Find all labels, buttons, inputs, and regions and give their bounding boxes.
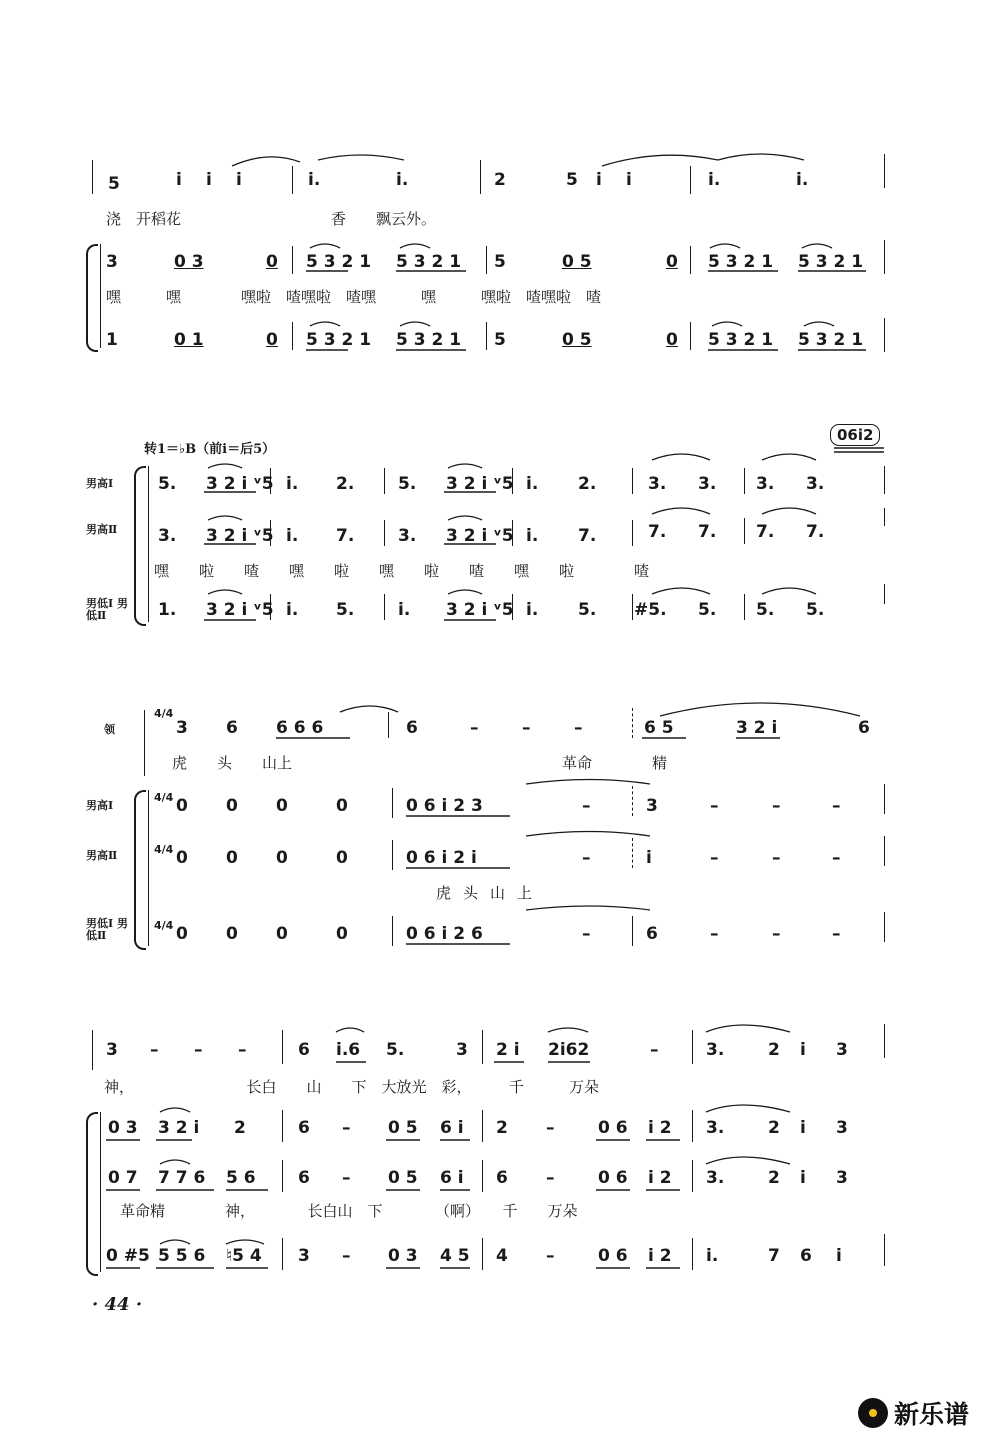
note: 5 5 6: [158, 1246, 206, 1266]
note: 6 i: [440, 1168, 464, 1188]
note: 3: [298, 1246, 310, 1266]
note: –: [710, 924, 719, 944]
note: 0: [336, 924, 348, 944]
note: 0 3: [174, 252, 204, 272]
note: 3.: [706, 1168, 725, 1188]
note: 5 3 2 1: [798, 330, 864, 350]
note: ♮5 4: [226, 1246, 262, 1266]
note: 5 6: [226, 1168, 256, 1188]
note: 3.: [706, 1118, 725, 1138]
note: i.: [796, 170, 809, 190]
note: 6: [298, 1168, 310, 1188]
note: 0 5: [388, 1118, 418, 1138]
note: 3: [836, 1168, 848, 1188]
part-label: 男低Ⅰ 男低Ⅱ: [86, 597, 128, 622]
note: i.: [526, 600, 539, 620]
note: 0: [336, 796, 348, 816]
note: 6 5: [644, 718, 674, 738]
time-signature: 4/4: [154, 843, 174, 856]
note: 3 2 i ᵛ5: [206, 600, 274, 620]
note: 2: [496, 1118, 508, 1138]
lyric-line: 嘿 啦 喳 嘿 啦 嘿 啦 喳 嘿 啦 喳: [154, 562, 650, 580]
note: 5 3 2 1: [396, 252, 462, 272]
note: –: [832, 796, 841, 816]
note: 0: [276, 924, 288, 944]
note: 0: [266, 330, 278, 350]
note: 3 2 i ᵛ5: [206, 526, 274, 546]
lyric-line: 虎头山上: [436, 884, 545, 902]
note: 0: [266, 252, 278, 272]
note: 5.: [386, 1040, 405, 1060]
note: 6: [298, 1040, 310, 1060]
watermark-text: 新乐谱: [894, 1400, 970, 1429]
note: i.: [526, 474, 539, 494]
note: 0: [666, 330, 678, 350]
note: i.: [526, 526, 539, 546]
note: 0: [176, 796, 188, 816]
note: 3: [836, 1118, 848, 1138]
note: 5 3 2 1: [708, 252, 774, 272]
note: 5: [566, 170, 578, 190]
note: 7.: [648, 522, 667, 542]
note: 3 2 i ᵛ5: [206, 474, 274, 494]
note: –: [574, 718, 583, 738]
note: i: [800, 1168, 806, 1188]
note: 3.: [158, 526, 177, 546]
note: i 2: [648, 1246, 672, 1266]
note: 5: [494, 252, 506, 272]
note: i 2: [648, 1168, 672, 1188]
lyric-line: 革命精 神， 长白山 下 （啊） 千 万朵: [120, 1202, 578, 1220]
lyric-line: 嘿 嘿 嘿啦 喳嘿啦 喳嘿 嘿 嘿啦 喳嘿啦 喳: [106, 288, 602, 306]
note: 5.: [336, 600, 355, 620]
note: –: [582, 796, 591, 816]
note: 0 #5: [106, 1246, 150, 1266]
note: 2.: [336, 474, 355, 494]
note: 4: [496, 1246, 508, 1266]
note: 2i62: [548, 1040, 590, 1060]
note: i: [800, 1118, 806, 1138]
note: 6: [298, 1118, 310, 1138]
note: i: [626, 170, 632, 190]
note: 3: [176, 718, 188, 738]
note: 6: [800, 1246, 812, 1266]
note: 0: [276, 796, 288, 816]
note: 5.: [578, 600, 597, 620]
note: –: [710, 796, 719, 816]
note: 6 6 6: [276, 718, 324, 738]
brace-4: [86, 1112, 98, 1276]
note: 3 2 i: [158, 1118, 200, 1138]
note: 0 5: [562, 330, 592, 350]
note-row: 5: [108, 174, 120, 194]
time-signature: 4/4: [154, 707, 174, 720]
note: 1: [106, 330, 118, 350]
note: 6: [226, 718, 238, 738]
time-signature: 4/4: [154, 791, 174, 804]
brace-2: [134, 466, 146, 626]
motif-box: 06i2: [830, 424, 880, 446]
note: –: [832, 848, 841, 868]
note: 3 2 i ᵛ5: [446, 526, 514, 546]
note: –: [546, 1118, 555, 1138]
note: –: [546, 1168, 555, 1188]
note: 2 i: [496, 1040, 520, 1060]
note: 0 5: [388, 1168, 418, 1188]
time-signature: 4/4: [154, 919, 174, 932]
note: –: [194, 1040, 203, 1060]
note: i: [176, 170, 182, 190]
key-change: 转1＝♭B（前i＝后5）: [144, 442, 276, 457]
note: –: [772, 924, 781, 944]
page-number: · 44 ·: [92, 1294, 143, 1315]
note: i: [236, 170, 242, 190]
note: i: [596, 170, 602, 190]
note: –: [342, 1118, 351, 1138]
note: 7.: [698, 522, 717, 542]
lyric-line: 浇 开稻花 香 飘云外。: [106, 210, 437, 228]
note: –: [582, 924, 591, 944]
note: –: [546, 1246, 555, 1266]
note: i.: [396, 170, 409, 190]
note: i: [800, 1040, 806, 1060]
note: i.: [286, 600, 299, 620]
note: –: [342, 1246, 351, 1266]
lyric-line: 神， 长白 山 下 大放光 彩， 千 万朵: [104, 1078, 600, 1096]
note: 5 3 2 1: [306, 330, 372, 350]
part-label: 男高Ⅰ: [86, 477, 114, 490]
note: 0 6 i 2 6: [406, 924, 483, 944]
note: 5.: [806, 600, 825, 620]
note: 3.: [756, 474, 775, 494]
note: 5 3 2 1: [306, 252, 372, 272]
note: 3.: [706, 1040, 725, 1060]
note: 7.: [806, 522, 825, 542]
note: 0: [176, 848, 188, 868]
note: 0: [336, 848, 348, 868]
note: –: [710, 848, 719, 868]
note: 6: [646, 924, 658, 944]
note: 5.: [698, 600, 717, 620]
note: i: [206, 170, 212, 190]
note: i.: [286, 474, 299, 494]
note: 7.: [578, 526, 597, 546]
note: 5.: [158, 474, 177, 494]
note: 5 3 2 1: [708, 330, 774, 350]
note: i.: [398, 600, 411, 620]
note: 7 7 6: [158, 1168, 206, 1188]
note: 7: [768, 1246, 780, 1266]
note: 3 2 i: [736, 718, 778, 738]
note: 5: [494, 330, 506, 350]
note: 3: [646, 796, 658, 816]
part-label: 男高Ⅰ: [86, 799, 114, 812]
note: –: [650, 1040, 659, 1060]
note: 5 3 2 1: [798, 252, 864, 272]
note: i 2: [648, 1118, 672, 1138]
note: 3: [456, 1040, 468, 1060]
note: –: [342, 1168, 351, 1188]
note: 3: [836, 1040, 848, 1060]
note: 0 6: [598, 1168, 628, 1188]
note: 0: [226, 924, 238, 944]
note: –: [772, 848, 781, 868]
note: i.: [706, 1246, 719, 1266]
note: 5 3 2 1: [396, 330, 462, 350]
note: 3 2 i ᵛ5: [446, 600, 514, 620]
note: 0: [176, 924, 188, 944]
note: 0: [276, 848, 288, 868]
note: –: [470, 718, 479, 738]
note: 2: [768, 1118, 780, 1138]
note: 3.: [806, 474, 825, 494]
note: 0 3: [108, 1118, 138, 1138]
record-disc-icon: [858, 1398, 888, 1428]
note: 2.: [578, 474, 597, 494]
note: –: [522, 718, 531, 738]
note: 2: [768, 1040, 780, 1060]
note: i.: [286, 526, 299, 546]
note: 2: [234, 1118, 246, 1138]
note: i: [646, 848, 652, 868]
note: #5.: [634, 600, 667, 620]
note: 2: [768, 1168, 780, 1188]
note: 3 2 i ᵛ5: [446, 474, 514, 494]
note: 3: [106, 1040, 118, 1060]
note: 0 6 i 2 3: [406, 796, 483, 816]
note: 0 7: [108, 1168, 138, 1188]
note: 3.: [648, 474, 667, 494]
note: 0 6: [598, 1118, 628, 1138]
note: 0 3: [388, 1246, 418, 1266]
part-label: 男高Ⅱ: [86, 849, 118, 862]
part-label: 男高Ⅱ: [86, 523, 118, 536]
note: 3.: [698, 474, 717, 494]
note: i: [836, 1246, 842, 1266]
note: 1.: [158, 600, 177, 620]
note: 0 5: [562, 252, 592, 272]
note: 0 1: [174, 330, 204, 350]
note: 6 i: [440, 1118, 464, 1138]
note: 0 6: [598, 1246, 628, 1266]
note: 4 5: [440, 1246, 470, 1266]
note: 7.: [756, 522, 775, 542]
note: 6: [406, 718, 418, 738]
note: 7.: [336, 526, 355, 546]
note: 0 6 i 2 i: [406, 848, 477, 868]
brace-1: [86, 244, 98, 352]
brace-3: [134, 790, 146, 950]
note: 3.: [398, 526, 417, 546]
watermark-logo: [858, 1396, 969, 1430]
note: –: [582, 848, 591, 868]
note: 3: [106, 252, 118, 272]
part-label: 男低Ⅰ 男低Ⅱ: [86, 917, 128, 942]
note: 0: [226, 796, 238, 816]
note: 5.: [398, 474, 417, 494]
note: –: [238, 1040, 247, 1060]
note: 2: [494, 170, 506, 190]
lyric-line: 虎 头 山上 革命 精: [172, 754, 668, 772]
note: –: [150, 1040, 159, 1060]
note: –: [832, 924, 841, 944]
note: i.: [308, 170, 321, 190]
note: –: [772, 796, 781, 816]
note: 6: [858, 718, 870, 738]
note: 0: [226, 848, 238, 868]
note: i.6: [336, 1040, 361, 1060]
note: 0: [666, 252, 678, 272]
note: i.: [708, 170, 721, 190]
part-label: 领: [104, 723, 115, 736]
note: 5.: [756, 600, 775, 620]
note: 6: [496, 1168, 508, 1188]
